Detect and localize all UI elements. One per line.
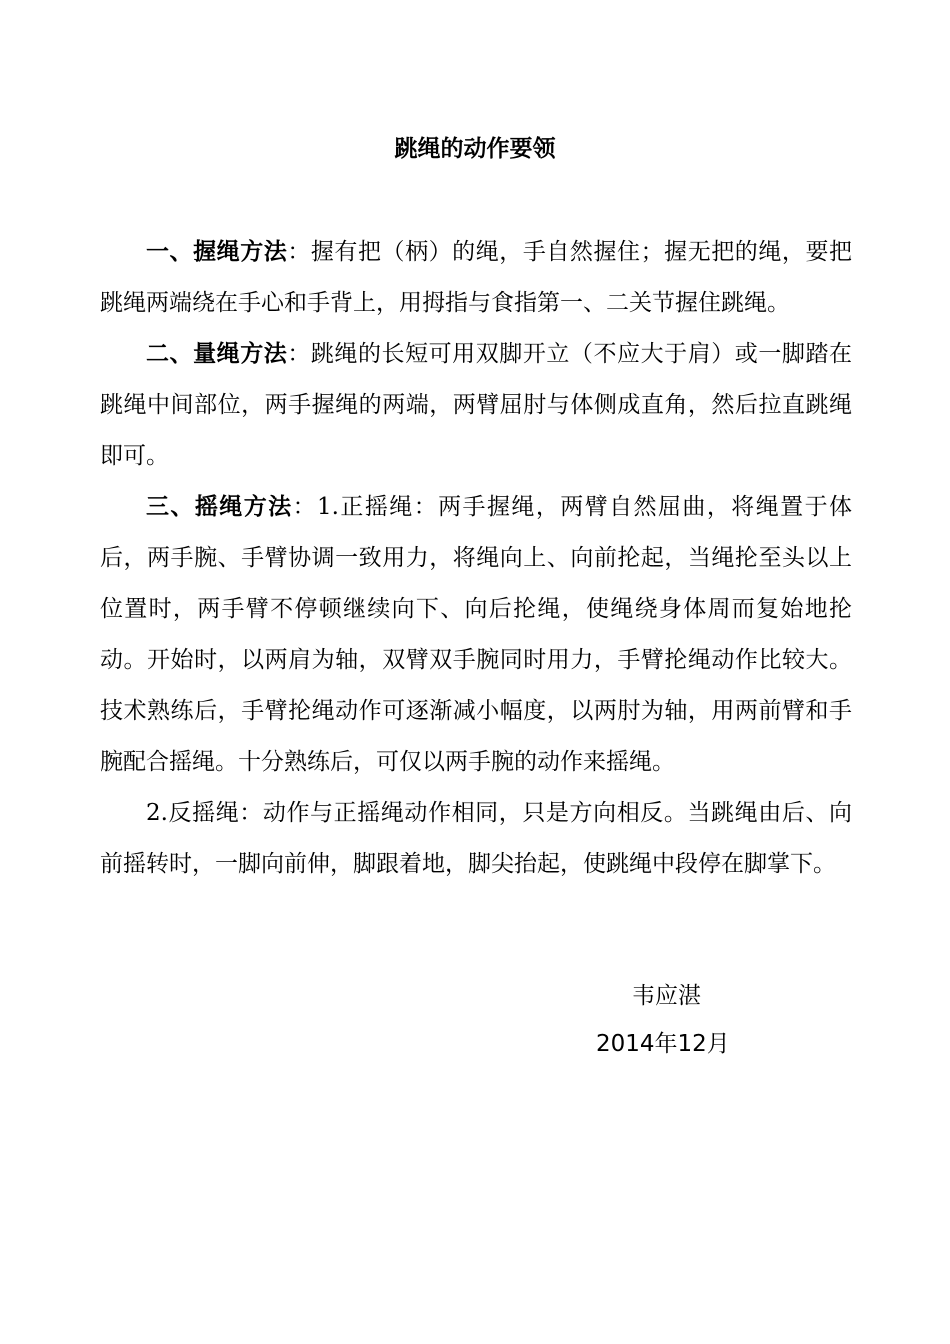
document-body bbox=[100, 227, 852, 890]
section-label: 三、摇绳方法 bbox=[146, 494, 293, 520]
section-reverse-swing bbox=[100, 788, 852, 890]
section-label: 二、量绳方法 bbox=[146, 341, 288, 367]
section-text: 2.反摇绳：动作与正摇绳动作相同，只是方向相反。当跳绳由后、向前摇转时，一脚向前伸，脚跟着地，脚尖抬起，使跳绳中段停在脚掌下。 bbox=[100, 800, 852, 877]
section-grip-method bbox=[100, 227, 852, 329]
document-date: 2014年12月 bbox=[596, 1031, 730, 1057]
section-measure-method bbox=[100, 329, 852, 482]
section-text: ：跳绳的长短可用双脚开立（不应大于肩）或一脚踏在跳绳中间部位，两手握绳的两端，两臂屈肘与体侧成直角，然后拉直跳绳即可。 bbox=[100, 341, 853, 469]
section-swing-method bbox=[100, 482, 852, 788]
section-text: ：握有把（柄）的绳，手自然握住；握无把的绳，要把跳绳两端绕在手心和手背上，用拇指与食指第一、二关节握住跳绳。 bbox=[100, 239, 853, 316]
section-label: 一、握绳方法 bbox=[146, 239, 288, 265]
section-text: ：1.正摇绳：两手握绳，两臂自然屈曲，将绳置于体后，两手腕、手臂协调一致用力，将绳向上、向前抡起，当绳抡至头以上位置时，两手臂不停顿继续向下、向后抡绳，使绳绕身体周而复始地抡动。开始时，以两肩为轴，双臂双手腕同时用力，手臂抡绳动作比较大。技术熟练后，手臂抡绳动作可逐渐减小幅度，以两肘为轴，用两前臂和手腕配合摇绳。十分熟练后，可仅以两手腕的动作来摇绳。 bbox=[100, 494, 853, 775]
document-title: 跳绳的动作要领 bbox=[394, 136, 556, 162]
author-name: 韦应湛 bbox=[632, 983, 701, 1009]
